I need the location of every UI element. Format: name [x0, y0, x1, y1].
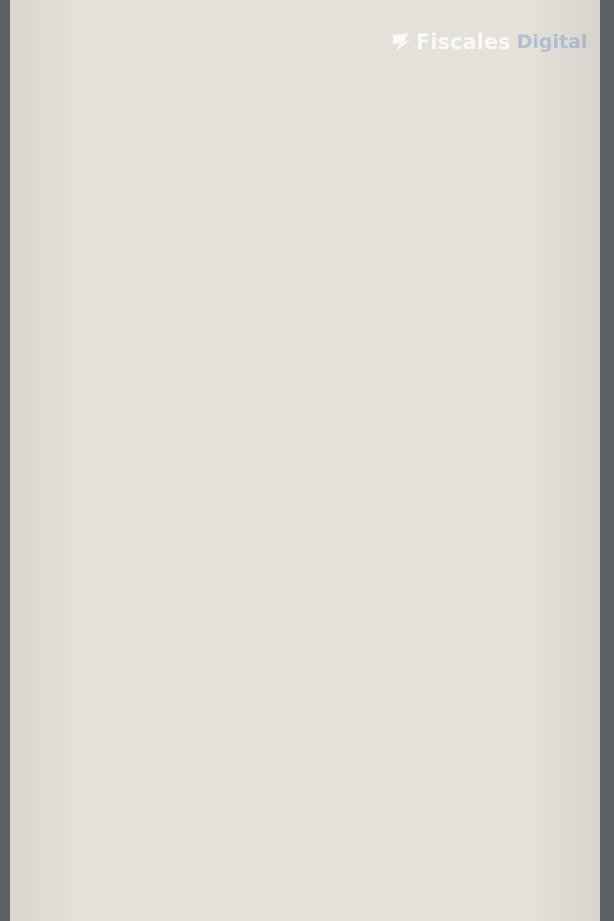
watermark-ghost-text: Digital [516, 31, 588, 53]
watermark-text: Fiscales [416, 30, 511, 54]
watermark [390, 28, 587, 56]
fiscales-logo-icon [390, 31, 412, 53]
newspaper-page [10, 0, 600, 921]
